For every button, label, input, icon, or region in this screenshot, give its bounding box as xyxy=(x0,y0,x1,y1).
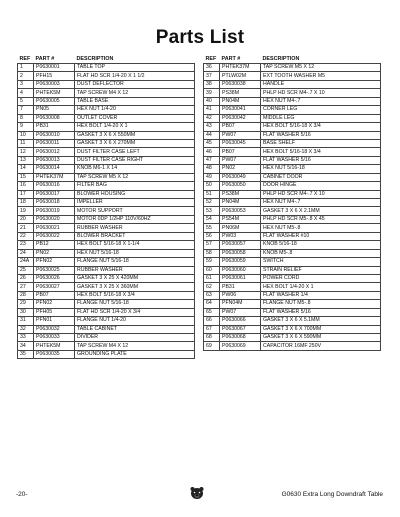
part-number-cell: PS38M xyxy=(220,190,261,198)
ref-cell: 57 xyxy=(204,241,220,249)
table-row xyxy=(18,283,195,291)
table-row xyxy=(18,300,195,308)
ref-cell: 50 xyxy=(204,182,220,190)
table-row xyxy=(204,215,381,223)
description-cell: BASE SHELF xyxy=(261,139,381,147)
table-row xyxy=(204,342,381,350)
table-row xyxy=(204,80,381,88)
part-number-cell: PFH05 xyxy=(34,308,75,316)
ref-cell: 3 xyxy=(18,80,34,88)
table-row xyxy=(204,156,381,164)
ref-cell: 33 xyxy=(18,334,34,342)
ref-cell: 56 xyxy=(204,232,220,240)
description-cell: PHLP HD SCR M5-.8 X 45 xyxy=(261,215,381,223)
description-cell: CORNER LEG xyxy=(261,106,381,114)
part-number-cell: PFN04M xyxy=(220,300,261,308)
ref-cell: 36 xyxy=(204,64,220,72)
table-row xyxy=(18,249,195,257)
part-number-cell: P0630014 xyxy=(34,165,75,173)
ref-cell: 38 xyxy=(204,80,220,88)
ref-cell: 25 xyxy=(18,266,34,274)
ref-cell: 10 xyxy=(18,131,34,139)
ref-cell: 48 xyxy=(204,165,220,173)
ref-cell: 27 xyxy=(18,283,34,291)
part-number-cell: P0630020 xyxy=(34,215,75,223)
ref-cell: 32 xyxy=(18,325,34,333)
ref-cell: 37 xyxy=(204,72,220,80)
description-cell: TAP SCREW M4 X 12 xyxy=(75,89,195,97)
part-number-cell: PB12 xyxy=(34,241,75,249)
ref-cell: 16 xyxy=(18,182,34,190)
table-row xyxy=(204,283,381,291)
ref-header: REF xyxy=(205,56,217,62)
ref-cell: 1 xyxy=(18,64,34,72)
part-number-cell: P0630050 xyxy=(220,182,261,190)
table-row xyxy=(18,148,195,156)
description-cell: TABLE TOP xyxy=(75,64,195,72)
part-number-cell: P0630025 xyxy=(34,266,75,274)
part-number-cell: PB07 xyxy=(34,291,75,299)
table-row xyxy=(18,342,195,350)
part-number-cell: P0630045 xyxy=(220,139,261,147)
table-row xyxy=(18,334,195,342)
ref-cell: 59 xyxy=(204,258,220,266)
part-number-cell: PN06M xyxy=(220,224,261,232)
description-cell: FLANGE NUT 5/16-18 xyxy=(75,258,195,266)
description-cell: KNOB 5/16-18 xyxy=(261,241,381,249)
ref-cell: 54 xyxy=(204,215,220,223)
table-row xyxy=(18,266,195,274)
description-cell: HEX BOLT 5/16-18 X 3/4 xyxy=(261,123,381,131)
table-row xyxy=(18,114,195,122)
description-cell: KNOB M6-1 X 14 xyxy=(75,165,195,173)
description-cell: PHLP HD SCR M4-.7 X 10 xyxy=(261,89,381,97)
ref-cell: 17 xyxy=(18,190,34,198)
ref-header: REF xyxy=(19,56,31,62)
description-cell: FLAT WASHER 5/16 xyxy=(261,156,381,164)
table-row xyxy=(18,350,195,358)
description-cell: MIDDLE LEG xyxy=(261,114,381,122)
part-number-cell: PB07 xyxy=(220,123,261,131)
table-row xyxy=(204,334,381,342)
part-number-cell: PN04M xyxy=(220,199,261,207)
part-number-cell: P0630053 xyxy=(220,207,261,215)
table-row xyxy=(204,182,381,190)
ref-cell: 41 xyxy=(204,106,220,114)
part-number-cell: PFN02 xyxy=(34,300,75,308)
description-cell: FILTER BAG xyxy=(75,182,195,190)
description-cell: SWITCH xyxy=(261,258,381,266)
table-row xyxy=(204,123,381,131)
part-number-cell: P0630016 xyxy=(34,182,75,190)
description-cell: FLANGE NUT 5/16-18 xyxy=(75,300,195,308)
part-number-header: PART # xyxy=(35,56,55,62)
ref-cell: 44 xyxy=(204,131,220,139)
ref-cell: 13 xyxy=(18,156,34,164)
description-cell: GASKET 3 X 25 X 360MM xyxy=(75,283,195,291)
part-number-cell: P0630010 xyxy=(34,131,75,139)
ref-cell: 42 xyxy=(204,114,220,122)
description-cell: BLOWER HOUSING xyxy=(75,190,195,198)
ref-cell: 46 xyxy=(204,148,220,156)
ref-cell: 58 xyxy=(204,249,220,257)
table-row xyxy=(204,291,381,299)
description-cell: HEX NUT 5/16-18 xyxy=(75,249,195,257)
ref-cell: 18 xyxy=(18,199,34,207)
part-number-cell: P0630069 xyxy=(220,342,261,350)
part-number-cell: PN02 xyxy=(34,249,75,257)
table-row xyxy=(204,190,381,198)
ref-cell: 23 xyxy=(18,241,34,249)
ref-cell: 20 xyxy=(18,215,34,223)
ref-cell: 53 xyxy=(204,207,220,215)
part-number-cell: PHTEK37M xyxy=(34,173,75,181)
part-number-cell: P0630001 xyxy=(34,64,75,72)
table-row xyxy=(204,325,381,333)
ref-cell: 15 xyxy=(18,173,34,181)
description-cell: DUST DEFLECTOR xyxy=(75,80,195,88)
table-row xyxy=(18,97,195,105)
table-row xyxy=(18,190,195,198)
description-cell: MOTOR SUPPORT xyxy=(75,207,195,215)
part-number-cell: P0630032 xyxy=(34,325,75,333)
description-cell: GROUNDING PLATE xyxy=(75,350,195,358)
part-number-cell: P0630049 xyxy=(220,173,261,181)
table-row xyxy=(204,249,381,257)
part-number-cell: P0630057 xyxy=(220,241,261,249)
part-number-cell: PS54M xyxy=(220,215,261,223)
table-row xyxy=(18,89,195,97)
description-cell: STRAIN RELIEF xyxy=(261,266,381,274)
ref-cell: 55 xyxy=(204,224,220,232)
description-cell: TABLE BASE xyxy=(75,97,195,105)
table-row xyxy=(204,148,381,156)
part-number-cell: PW07 xyxy=(220,156,261,164)
ref-cell: 24 xyxy=(18,249,34,257)
table-row xyxy=(204,72,381,80)
table-row xyxy=(204,317,381,325)
ref-cell: 24A xyxy=(18,258,34,266)
table-row xyxy=(204,139,381,147)
description-cell: GASKET 3 X 6 X 700MM xyxy=(261,325,381,333)
ref-cell: 19 xyxy=(18,207,34,215)
description-cell: EXT TOOTH WASHER M5 xyxy=(261,72,381,80)
ref-cell: 12 xyxy=(18,148,34,156)
part-number-cell: PN02 xyxy=(220,165,261,173)
part-number-cell: PTLW02M xyxy=(220,72,261,80)
table-row xyxy=(18,274,195,282)
description-cell: HEX NUT 1/4-20 xyxy=(75,106,195,114)
table-row xyxy=(204,224,381,232)
ref-cell: 45 xyxy=(204,139,220,147)
table-row xyxy=(18,106,195,114)
part-number-cell: P0630038 xyxy=(220,80,261,88)
description-cell: OUTLET COVER xyxy=(75,114,195,122)
ref-cell: 40 xyxy=(204,97,220,105)
part-number-header: PART # xyxy=(221,56,241,62)
description-cell: HEX BOLT 5/16-18 X 3/4 xyxy=(261,148,381,156)
part-number-cell: PB31 xyxy=(220,283,261,291)
ref-cell: 52 xyxy=(204,199,220,207)
table-row xyxy=(18,80,195,88)
grizzly-bear-icon xyxy=(189,486,205,500)
part-number-cell: PFH15 xyxy=(34,72,75,80)
description-cell: HEX BOLT 5/16-18 X 3/4 xyxy=(75,291,195,299)
description-cell: GASKET 3 X 6 X 5.1MM xyxy=(261,317,381,325)
description-cell: PHLP HD SCR M4-.7 X 10 xyxy=(261,190,381,198)
description-cell: TAP SCREW M4 X 12 xyxy=(75,342,195,350)
description-cell: HEX BOLT 5/16-18 X 1-1/4 xyxy=(75,241,195,249)
part-number-cell: P0630003 xyxy=(34,80,75,88)
part-number-cell: PFN01 xyxy=(34,317,75,325)
table-row xyxy=(18,241,195,249)
description-cell: FLAT HD SCR 1/4-20 X 3/4 xyxy=(75,308,195,316)
ref-cell: 39 xyxy=(204,89,220,97)
ref-cell: 7 xyxy=(18,106,34,114)
description-cell: CAPACITOR 16MF 250V xyxy=(261,342,381,350)
description-cell: FLAT HD SCR 1/4-20 X 1 1/2 xyxy=(75,72,195,80)
ref-cell: 43 xyxy=(204,123,220,131)
description-cell: FLANGE NUT 1/4-20 xyxy=(75,317,195,325)
description-cell: GASKET 3 X 25 X 420MM xyxy=(75,274,195,282)
document-title: G0630 Extra Long Downdraft Table xyxy=(281,491,383,498)
description-cell: KNOB M5-.8 xyxy=(261,249,381,257)
ref-cell: 28 xyxy=(18,291,34,299)
table-row xyxy=(18,156,195,164)
table-row xyxy=(18,182,195,190)
part-number-cell: PHTEK37M xyxy=(220,64,261,72)
ref-cell: 11 xyxy=(18,139,34,147)
part-number-cell: PS38M xyxy=(220,89,261,97)
ref-cell: 9 xyxy=(18,123,34,131)
part-number-cell: PW06 xyxy=(220,291,261,299)
page-number: -20- xyxy=(16,491,28,498)
table-row xyxy=(18,325,195,333)
part-number-cell: P0630059 xyxy=(220,258,261,266)
table-row xyxy=(18,139,195,147)
ref-cell: 5 xyxy=(18,97,34,105)
part-number-cell: P0630027 xyxy=(34,283,75,291)
table-row xyxy=(204,89,381,97)
description-cell: DUST FILTER CASE LEFT xyxy=(75,148,195,156)
part-number-cell: P0630022 xyxy=(34,232,75,240)
table-row xyxy=(204,308,381,316)
table-row xyxy=(204,300,381,308)
table-row xyxy=(204,64,381,72)
description-cell: HEX NUT 5/16-18 xyxy=(261,165,381,173)
description-cell: FLAT WASHER 5/16 xyxy=(261,131,381,139)
ref-cell: 64 xyxy=(204,300,220,308)
table-row xyxy=(18,317,195,325)
table-row xyxy=(204,173,381,181)
description-cell: HEX BOLT 1/4-20 X 1 xyxy=(75,123,195,131)
ref-cell: 14 xyxy=(18,165,34,173)
table-row xyxy=(204,258,381,266)
ref-cell: 49 xyxy=(204,173,220,181)
part-number-cell: PHTEK5M xyxy=(34,89,75,97)
part-number-cell: P0630060 xyxy=(220,266,261,274)
parts-table-left xyxy=(17,55,195,359)
part-number-cell: PW07 xyxy=(220,308,261,316)
ref-cell: 34 xyxy=(18,342,34,350)
ref-cell: 31 xyxy=(18,317,34,325)
description-cell: DOOR HINGE xyxy=(261,182,381,190)
table-row xyxy=(18,224,195,232)
part-number-cell: PW03 xyxy=(220,232,261,240)
ref-cell: 65 xyxy=(204,308,220,316)
table-row xyxy=(18,232,195,240)
table-row xyxy=(18,215,195,223)
parts-table-right xyxy=(203,55,381,351)
ref-cell: 21 xyxy=(18,224,34,232)
part-number-cell: P0630013 xyxy=(34,156,75,164)
part-number-cell: P0630026 xyxy=(34,274,75,282)
description-cell: FLAT WASHER 5/16 xyxy=(261,308,381,316)
description-cell: GASKET 3 X 6 X 550MM xyxy=(75,131,195,139)
ref-cell: 51 xyxy=(204,190,220,198)
part-number-cell: P0630008 xyxy=(34,114,75,122)
part-number-cell: P0630041 xyxy=(220,106,261,114)
part-number-cell: P0630019 xyxy=(34,207,75,215)
ref-cell: 30 xyxy=(18,308,34,316)
ref-cell: 35 xyxy=(18,350,34,358)
description-cell: RUBBER WASHER xyxy=(75,266,195,274)
table-row xyxy=(18,207,195,215)
part-number-cell: PN04M xyxy=(220,97,261,105)
description-cell: HANDLE xyxy=(261,80,381,88)
description-cell: FLANGE NUT M5-.8 xyxy=(261,300,381,308)
part-number-cell: P0630021 xyxy=(34,224,75,232)
description-cell: CABINET DOOR xyxy=(261,173,381,181)
description-cell: HEX NUT M4-.7 xyxy=(261,199,381,207)
table-row xyxy=(18,72,195,80)
description-cell: TAP SCREW M5 X 12 xyxy=(261,64,381,72)
table-header-row xyxy=(204,55,381,64)
table-row xyxy=(18,64,195,72)
description-cell: IMPELLER xyxy=(75,199,195,207)
part-number-cell: PW07 xyxy=(220,131,261,139)
description-cell: FLAT WASHER 1/4 xyxy=(261,291,381,299)
description-cell: POWER CORD xyxy=(261,274,381,282)
part-number-cell: P0630033 xyxy=(34,334,75,342)
table-row xyxy=(18,131,195,139)
table-row xyxy=(18,308,195,316)
part-number-cell: P0630061 xyxy=(220,274,261,282)
table-row xyxy=(18,291,195,299)
table-row xyxy=(18,258,195,266)
ref-cell: 2 xyxy=(18,72,34,80)
part-number-cell: P0630066 xyxy=(220,317,261,325)
ref-cell: 26 xyxy=(18,274,34,282)
table-row xyxy=(204,106,381,114)
page-title: Parts List xyxy=(155,27,245,48)
table-row xyxy=(204,274,381,282)
description-cell: RUBBER WASHER xyxy=(75,224,195,232)
table-row xyxy=(204,232,381,240)
part-number-cell: P0630058 xyxy=(220,249,261,257)
ref-cell: 68 xyxy=(204,334,220,342)
table-row xyxy=(204,266,381,274)
part-number-cell: P0630011 xyxy=(34,139,75,147)
part-number-cell: P0630017 xyxy=(34,190,75,198)
table-row xyxy=(18,199,195,207)
part-number-cell: PFN02 xyxy=(34,258,75,266)
table-row xyxy=(204,131,381,139)
ref-cell: 61 xyxy=(204,274,220,282)
description-cell: BLOWER BRACKET xyxy=(75,232,195,240)
part-number-cell: P0630018 xyxy=(34,199,75,207)
part-number-cell: PN05 xyxy=(34,106,75,114)
table-row xyxy=(204,199,381,207)
part-number-cell: PB07 xyxy=(220,148,261,156)
description-cell: GASKET 3 X 6 X 2.1MM xyxy=(261,207,381,215)
ref-cell: 62 xyxy=(204,283,220,291)
part-number-cell: PB31 xyxy=(34,123,75,131)
ref-cell: 29 xyxy=(18,300,34,308)
part-number-cell: P0630067 xyxy=(220,325,261,333)
description-header: DESCRIPTION xyxy=(262,56,300,62)
description-cell: FLAT WASHER #10 xyxy=(261,232,381,240)
ref-cell: 47 xyxy=(204,156,220,164)
description-cell: GASKET 3 X 6 X 590MM xyxy=(261,334,381,342)
ref-cell: 67 xyxy=(204,325,220,333)
ref-cell: 63 xyxy=(204,291,220,299)
description-cell: HEX NUT M5-.8 xyxy=(261,224,381,232)
description-cell: DUST FILTER CASE RIGHT xyxy=(75,156,195,164)
table-row xyxy=(18,123,195,131)
description-cell: TAP SCREW M5 X 12 xyxy=(75,173,195,181)
description-header: DESCRIPTION xyxy=(76,56,114,62)
ref-cell: 8 xyxy=(18,114,34,122)
part-number-cell: P0630068 xyxy=(220,334,261,342)
part-number-cell: P0630005 xyxy=(34,97,75,105)
description-cell: TABLE CABINET xyxy=(75,325,195,333)
description-cell: HEX BOLT 1/4-20 X 1 xyxy=(261,283,381,291)
ref-cell: 22 xyxy=(18,232,34,240)
table-row xyxy=(204,165,381,173)
ref-cell: 69 xyxy=(204,342,220,350)
part-number-cell: P0630012 xyxy=(34,148,75,156)
part-number-cell: PHTEK5M xyxy=(34,342,75,350)
description-cell: MOTOR 0DP 1/2HP 110V/60HZ xyxy=(75,215,195,223)
table-row xyxy=(204,207,381,215)
description-cell: GASKET 3 X 6 X 270MM xyxy=(75,139,195,147)
ref-cell: 4 xyxy=(18,89,34,97)
description-cell: DIVIDER xyxy=(75,334,195,342)
table-row xyxy=(204,97,381,105)
description-cell: HEX NUT M4-.7 xyxy=(261,97,381,105)
table-row xyxy=(18,173,195,181)
table-row xyxy=(18,165,195,173)
table-row xyxy=(204,114,381,122)
table-header-row xyxy=(18,55,195,64)
ref-cell: 60 xyxy=(204,266,220,274)
table-row xyxy=(204,241,381,249)
part-number-cell: P0630042 xyxy=(220,114,261,122)
ref-cell: 66 xyxy=(204,317,220,325)
part-number-cell: P0630035 xyxy=(34,350,75,358)
